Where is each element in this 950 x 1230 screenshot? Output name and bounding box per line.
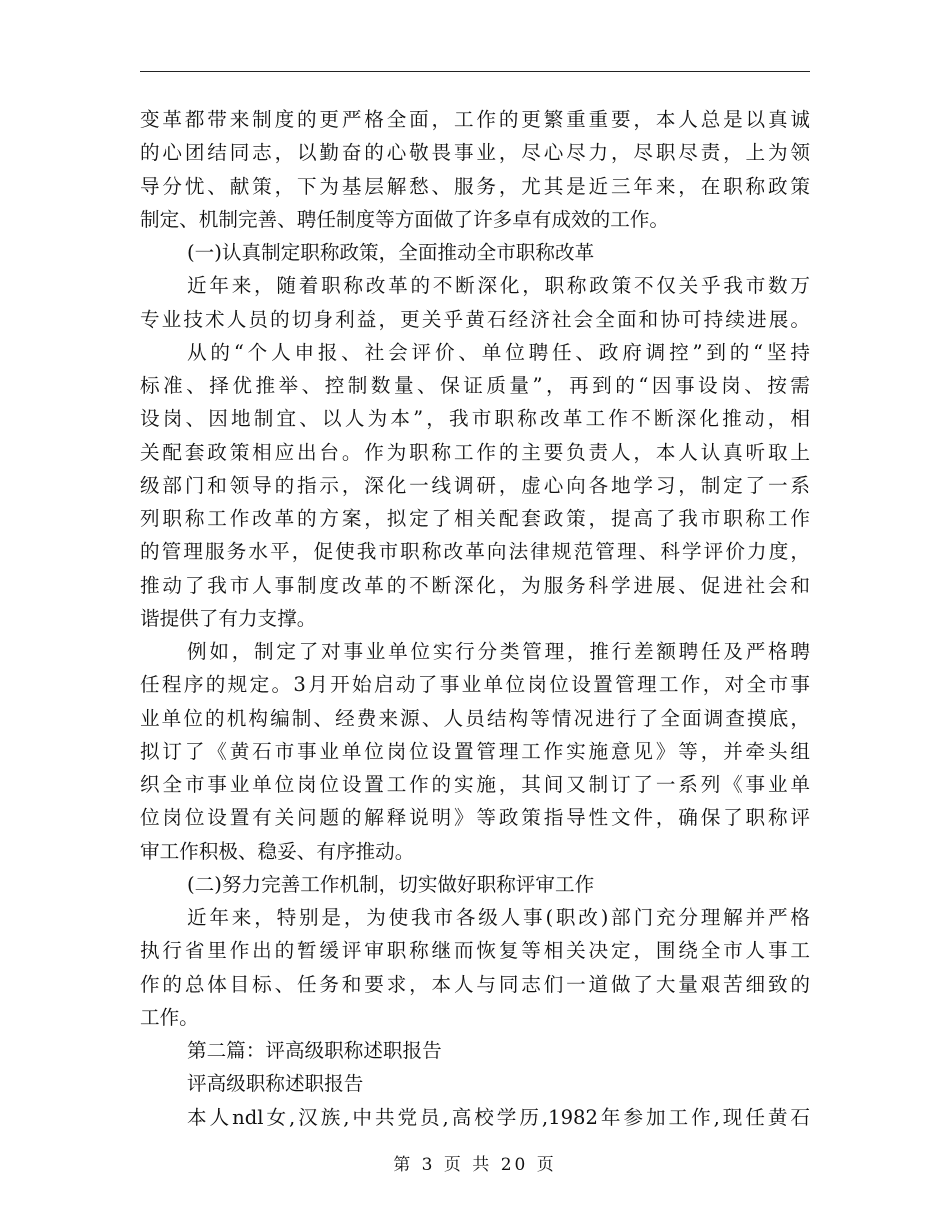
text-line: 近年来，随着职称改革的不断深化，职称政策不仅关乎我市数万: [187, 274, 810, 298]
page-number: 第 3 页 共 20 页: [393, 1155, 557, 1175]
document-body: [140, 103, 810, 1134]
text-line: 例如，制定了对事业单位实行分类管理，推行差额聘任及严格聘: [187, 640, 810, 663]
text-line: 业单位的机构编制、经费来源、人员结构等情况进行了全面调查摸底，: [140, 706, 810, 730]
text-line: 第二篇：评高级职称述职报告: [187, 1039, 442, 1062]
text-line: 作的总体目标、任务和要求，本人与同志们一道做了大量艰苦细致的: [140, 972, 810, 996]
text-line: 变革都带来制度的更严格全面，工作的更繁重重要，本人总是以真诚: [140, 108, 810, 131]
text-line: 审工作积极、稳妥、有序推动。: [140, 839, 415, 863]
text-line: 标准、择优推举、控制数量、保证质量”，再到的“因事设岗、按需: [140, 374, 810, 397]
text-line: 从的“个人申报、社会评价、单位聘任、政府调控”到的“坚持: [187, 340, 810, 364]
text-line: 制定、机制完善、聘任制度等方面做了许多卓有成效的工作。: [140, 207, 670, 231]
text-line: 列职称工作改革的方案，拟定了相关配套政策，提高了我市职称工作: [140, 507, 810, 530]
text-line: 评高级职称述职报告: [187, 1072, 364, 1096]
text-line: 织全市事业单位岗位设置工作的实施，其间又制订了一系列《事业单: [140, 773, 810, 796]
text-line: 的心团结同志，以勤奋的心敬畏事业，尽心尽力，尽职尽责，上为领: [140, 141, 810, 165]
text-line: 级部门和领导的指示，深化一线调研，虚心向各地学习，制定了一系: [140, 473, 810, 497]
text-line: 执行省里作出的暂缓评审职称继而恢复等相关决定，围绕全市人事工: [140, 939, 810, 963]
text-line: (一)认真制定职称政策，全面推动全市职称改革: [187, 241, 595, 264]
text-line: 位岗位设置有关问题的解释说明》等政策指导性文件，确保了职称评: [140, 806, 810, 830]
text-line: 导分忧、献策，下为基层解愁、服务，尤其是近三年来，在职称政策: [140, 174, 810, 198]
text-line: 谐提供了有力支撑。: [140, 606, 317, 630]
header-rule: [140, 71, 810, 72]
text-line: 拟订了《黄石市事业单位岗位设置管理工作实施意见》等，并牵头组: [140, 739, 810, 763]
text-line: 设岗、因地制宜、以人为本”，我市职称改革工作不断深化推动，相: [140, 407, 810, 431]
text-line: 关配套政策相应出台。作为职称工作的主要负责人，本人认真听取上: [140, 440, 810, 464]
text-line: (二)努力完善工作机制，切实做好职称评审工作: [187, 872, 595, 896]
text-line: 任程序的规定。3月开始启动了事业单位岗位设置管理工作，对全市事: [140, 673, 810, 697]
text-line: 近年来，特别是，为使我市各级人事(职改)部门充分理解并严格: [187, 906, 810, 929]
text-line: 的管理服务水平，促使我市职称改革向法律规范管理、科学评价力度，: [140, 540, 810, 564]
text-line: 本人ndl女,汉族,中共党员,高校学历,1982年参加工作,现任黄石: [187, 1105, 810, 1129]
text-line: 工作。: [140, 1005, 199, 1029]
text-line: 推动了我市人事制度改革的不断深化，为服务科学进展、促进社会和: [140, 573, 810, 597]
text-line: 专业技术人员的切身利益，更关乎黄石经济社会全面和协可持续进展。: [140, 307, 810, 331]
